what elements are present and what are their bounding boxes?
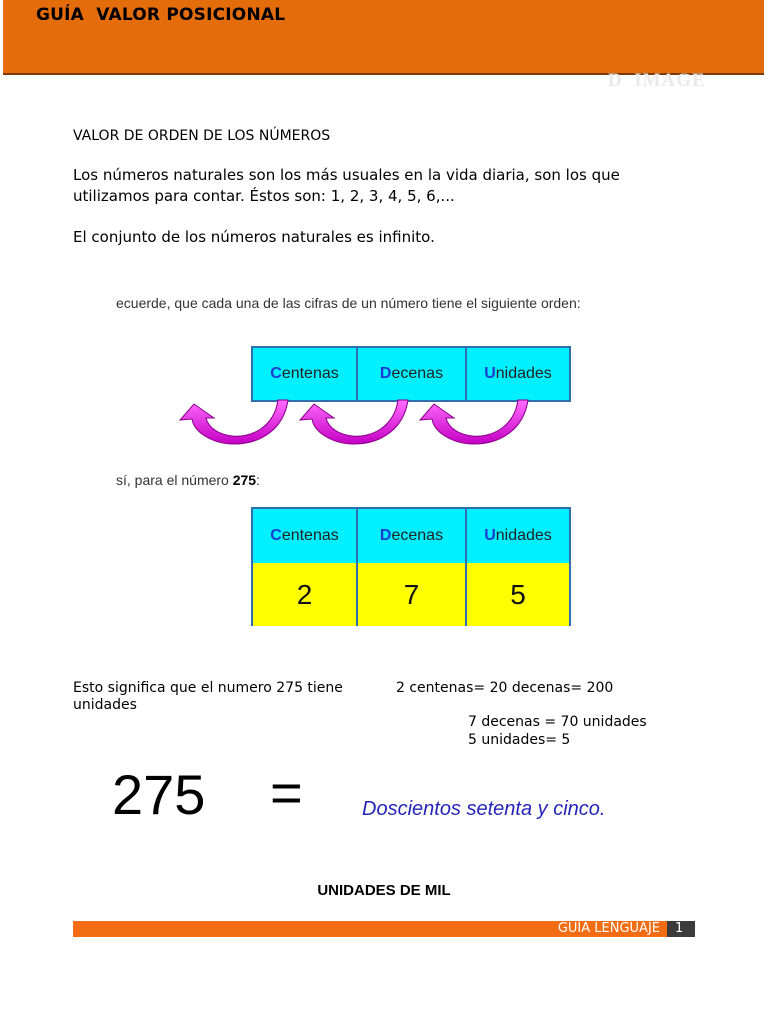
explanation-line2: unidades <box>73 697 137 713</box>
paragraph-infinite: El conjunto de los números naturales es infinito. <box>73 228 435 246</box>
cell-initial: C <box>270 527 282 544</box>
explanation-line1-right: 2 centenas= 20 decenas= 200 <box>396 680 614 696</box>
arrow-left-icon <box>180 400 288 444</box>
cell-initial: U <box>484 365 496 382</box>
order-cell-centenas <box>251 346 358 402</box>
section-title: VALOR DE ORDEN DE LOS NÚMEROS <box>73 128 331 144</box>
arrow-middle-icon <box>300 400 408 444</box>
order-cell-unidades <box>465 346 571 402</box>
figure-caption-example <box>116 472 260 488</box>
digit-cell-centenas: 2 <box>251 563 358 626</box>
equation-sign: = <box>270 761 303 824</box>
cell-initial: D <box>379 527 392 544</box>
cell-rest: ecenas <box>391 527 444 544</box>
caption-number: 275 <box>232 472 257 488</box>
cell-rest: entenas <box>281 527 339 544</box>
example-header-decenas <box>356 507 467 565</box>
footer-text: GUÍA LENGUAJE <box>557 921 660 936</box>
equation-words: Doscientos setenta y cinco. <box>362 798 606 820</box>
cell-rest: entenas <box>281 365 339 382</box>
cell-rest: nidades <box>495 527 552 544</box>
cell-initial: C <box>270 365 282 382</box>
cell-rest: nidades <box>495 365 552 382</box>
equation-number: 275 <box>112 763 206 826</box>
example-header-centenas <box>251 507 358 565</box>
subheading: UNIDADES DE MIL <box>317 882 451 899</box>
arrow-right-icon <box>420 400 528 444</box>
caption-suffix: : <box>256 472 260 488</box>
watermark-logo: D IMAGE <box>608 70 706 91</box>
digit-cell-decenas: 7 <box>356 563 467 626</box>
arrows-graphic <box>170 396 590 446</box>
caption-prefix: sí, para el número <box>116 472 233 488</box>
page-title: GUÍA VALOR POSICIONAL <box>36 5 286 25</box>
explanation-line3: 7 decenas = 70 unidades <box>468 714 647 730</box>
cell-rest: ecenas <box>391 365 444 382</box>
cell-initial: D <box>379 365 392 382</box>
example-header-unidades <box>465 507 571 565</box>
cell-initial: U <box>484 527 496 544</box>
digit-cell-unidades: 5 <box>465 563 571 626</box>
order-cell-decenas <box>356 346 467 402</box>
explanation-line4: 5 unidades= 5 <box>468 732 571 748</box>
explanation-line1-left: Esto significa que el numero 275 tiene <box>73 680 343 696</box>
page-number: 1 <box>667 921 695 937</box>
paragraph-natural-numbers: Los números naturales son los más usuales en la vida diaria, son los que utilizamos para contar. Éstos son: 1, 2, 3, 4, 5, 6,... <box>73 166 620 205</box>
figure-caption-order: ecuerde, que cada una de las cifras de un número tiene el siguiente orden: <box>116 295 581 311</box>
